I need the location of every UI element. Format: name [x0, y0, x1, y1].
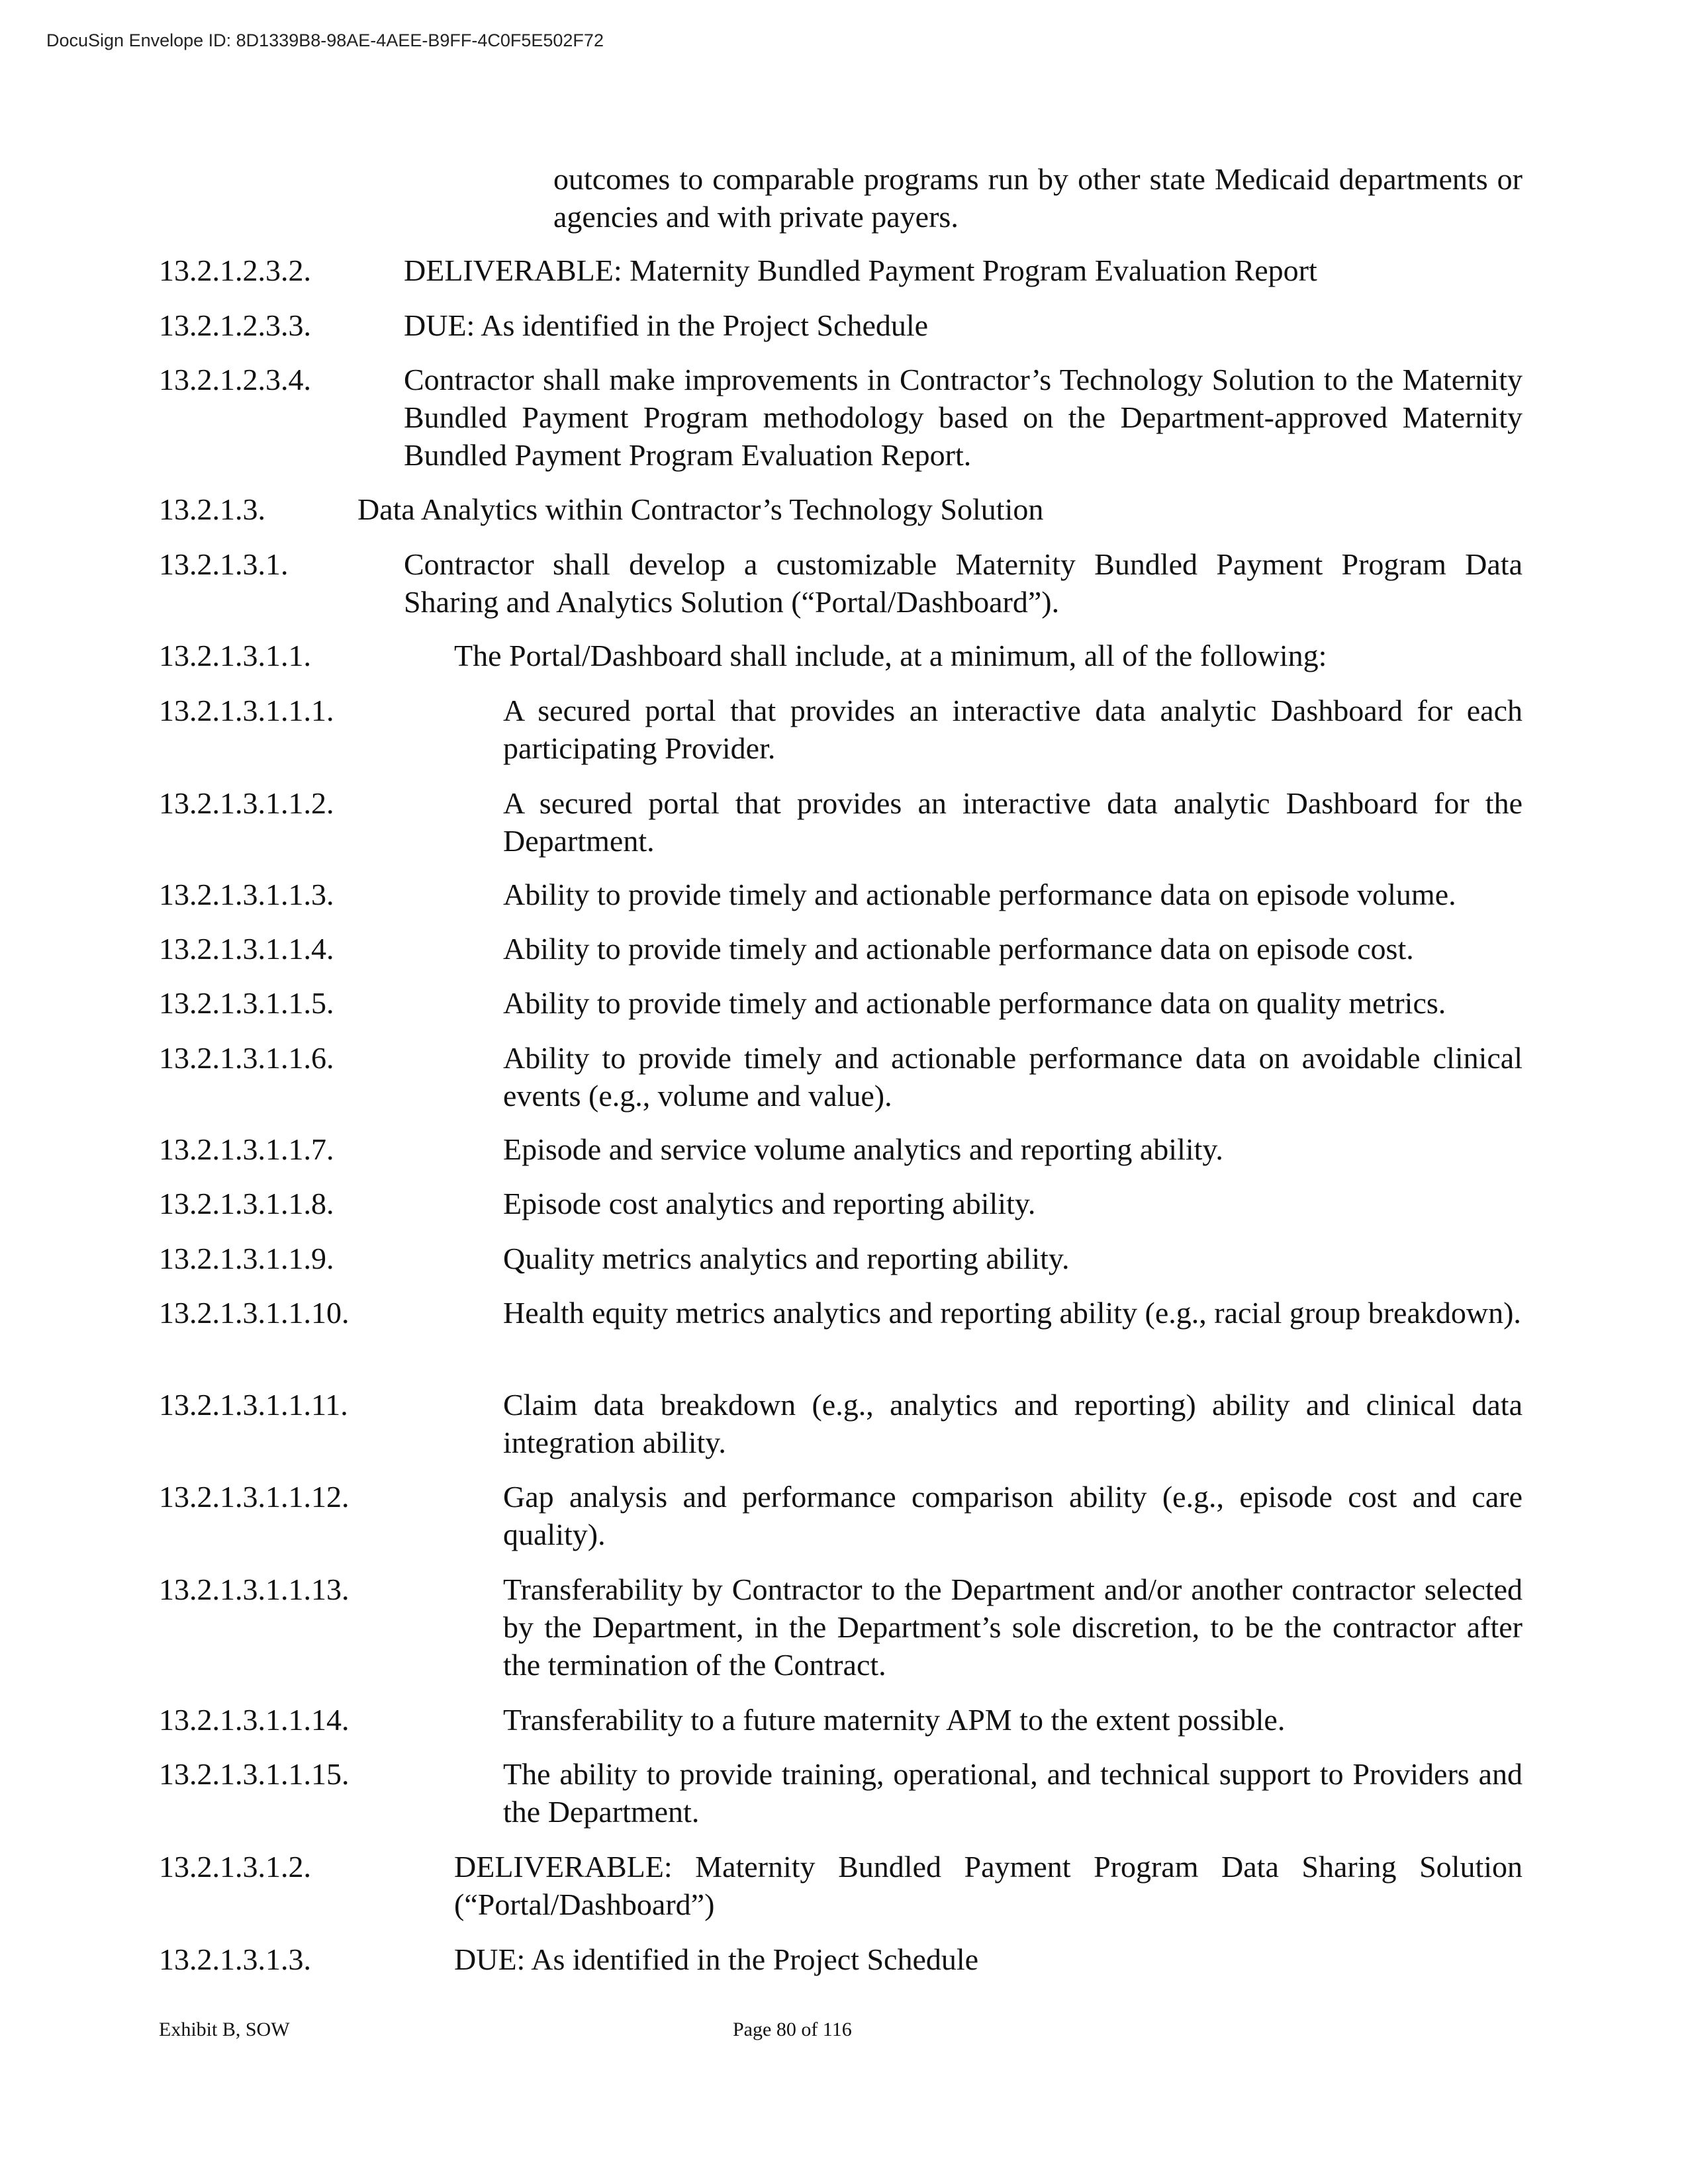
section-text: Transferability to a future maternity APM to the extent possible. — [503, 1703, 1286, 1737]
section-number: 13.2.1.3.1.1.13. — [159, 1572, 350, 1606]
section-number: 13.2.1.3.1.1.8. — [159, 1187, 334, 1220]
section-number: 13.2.1.3.1.1.5. — [159, 986, 334, 1020]
section-number: 13.2.1.3.1.1.15. — [159, 1757, 350, 1791]
section-number: 13.2.1.3.1.3. — [159, 1942, 311, 1976]
section-number: 13.2.1.3.1. — [159, 547, 289, 581]
section-text: Health equity metrics analytics and reporting ability (e.g., racial group breakdown). — [503, 1296, 1521, 1330]
footer-page-number: Page 80 of 116 — [733, 2019, 852, 2040]
section-number: 13.2.1.3.1.2. — [159, 1850, 311, 1884]
section-text: Ability to provide timely and actionable performance data on episode cost. — [503, 932, 1414, 966]
section-number: 13.2.1.2.3.4. — [159, 363, 311, 396]
section-text: A secured portal that provides an interactive data analytic Dashboard for the Department. — [503, 786, 1523, 858]
section-text: Claim data breakdown (e.g., analytics and reporting) ability and clinical data integration ability. — [503, 1388, 1523, 1459]
section-text: A secured portal that provides an interactive data analytic Dashboard for each participating Provider. — [503, 694, 1523, 765]
section-text: The ability to provide training, operational, and technical support to Providers and the Department. — [503, 1757, 1523, 1829]
footer-exhibit-label: Exhibit B, SOW — [159, 2019, 290, 2040]
section-number: 13.2.1.3.1.1.14. — [159, 1703, 350, 1737]
continuation-text: outcomes to comparable programs run by other state Medicaid departments or agencies and with private payers. — [553, 162, 1523, 234]
section-number: 13.2.1.3.1.1.10. — [159, 1296, 350, 1330]
envelope-id: DocuSign Envelope ID: 8D1339B8-98AE-4AEE-B9FF-4C0F5E502F72 — [46, 30, 604, 50]
section-number: 13.2.1.3.1.1.4. — [159, 932, 334, 966]
section-text: Ability to provide timely and actionable performance data on quality metrics. — [503, 986, 1446, 1020]
section-text: Quality metrics analytics and reporting ability. — [503, 1242, 1070, 1275]
section-number: 13.2.1.2.3.2. — [159, 253, 311, 287]
section-text: DUE: As identified in the Project Schedule — [454, 1942, 979, 1976]
section-text: DELIVERABLE: Maternity Bundled Payment Program Evaluation Report — [404, 253, 1317, 287]
section-text: Transferability by Contractor to the Department and/or another contractor selected by the Department, in the Department’s sole discretion, to be the contractor after the termination of the Contract. — [503, 1572, 1523, 1682]
section-text: Episode cost analytics and reporting ability. — [503, 1187, 1036, 1220]
section-number: 13.2.1.2.3.3. — [159, 308, 311, 342]
section-number: 13.2.1.3.1.1.7. — [159, 1132, 334, 1166]
section-text: Ability to provide timely and actionable performance data on episode volume. — [503, 878, 1456, 911]
section-text: Episode and service volume analytics and reporting ability. — [503, 1132, 1223, 1166]
section-number: 13.2.1.3.1.1.12. — [159, 1480, 350, 1514]
section-number: 13.2.1.3.1.1.6. — [159, 1041, 334, 1075]
section-text: Gap analysis and performance comparison ability (e.g., episode cost and care quality). — [503, 1480, 1523, 1551]
section-text: Ability to provide timely and actionable performance data on avoidable clinical events (e.g., volume and value). — [503, 1041, 1523, 1113]
section-text: Data Analytics within Contractor’s Technology Solution — [357, 492, 1044, 526]
section-text: DUE: As identified in the Project Schedule — [404, 308, 929, 342]
section-text: Contractor shall make improvements in Contractor’s Technology Solution to the Maternity Bundled Payment Program methodology based on the Department-approved Maternity Bundled Payment Program Evaluation Report. — [404, 363, 1523, 472]
section-number: 13.2.1.3.1.1.1. — [159, 694, 334, 727]
section-number: 13.2.1.3.1.1.3. — [159, 878, 334, 911]
section-number: 13.2.1.3.1.1.9. — [159, 1242, 334, 1275]
section-text: DELIVERABLE: Maternity Bundled Payment Program Data Sharing Solution (“Portal/Dashboard”) — [454, 1850, 1523, 1921]
section-text: The Portal/Dashboard shall include, at a minimum, all of the following: — [454, 639, 1327, 672]
section-number: 13.2.1.3. — [159, 492, 265, 526]
section-number: 13.2.1.3.1.1. — [159, 639, 311, 672]
section-number: 13.2.1.3.1.1.2. — [159, 786, 334, 820]
section-number: 13.2.1.3.1.1.11. — [159, 1388, 348, 1422]
section-text: Contractor shall develop a customizable Maternity Bundled Payment Program Data Sharing and Analytics Solution (“Portal/Dashboard”). — [404, 547, 1523, 619]
